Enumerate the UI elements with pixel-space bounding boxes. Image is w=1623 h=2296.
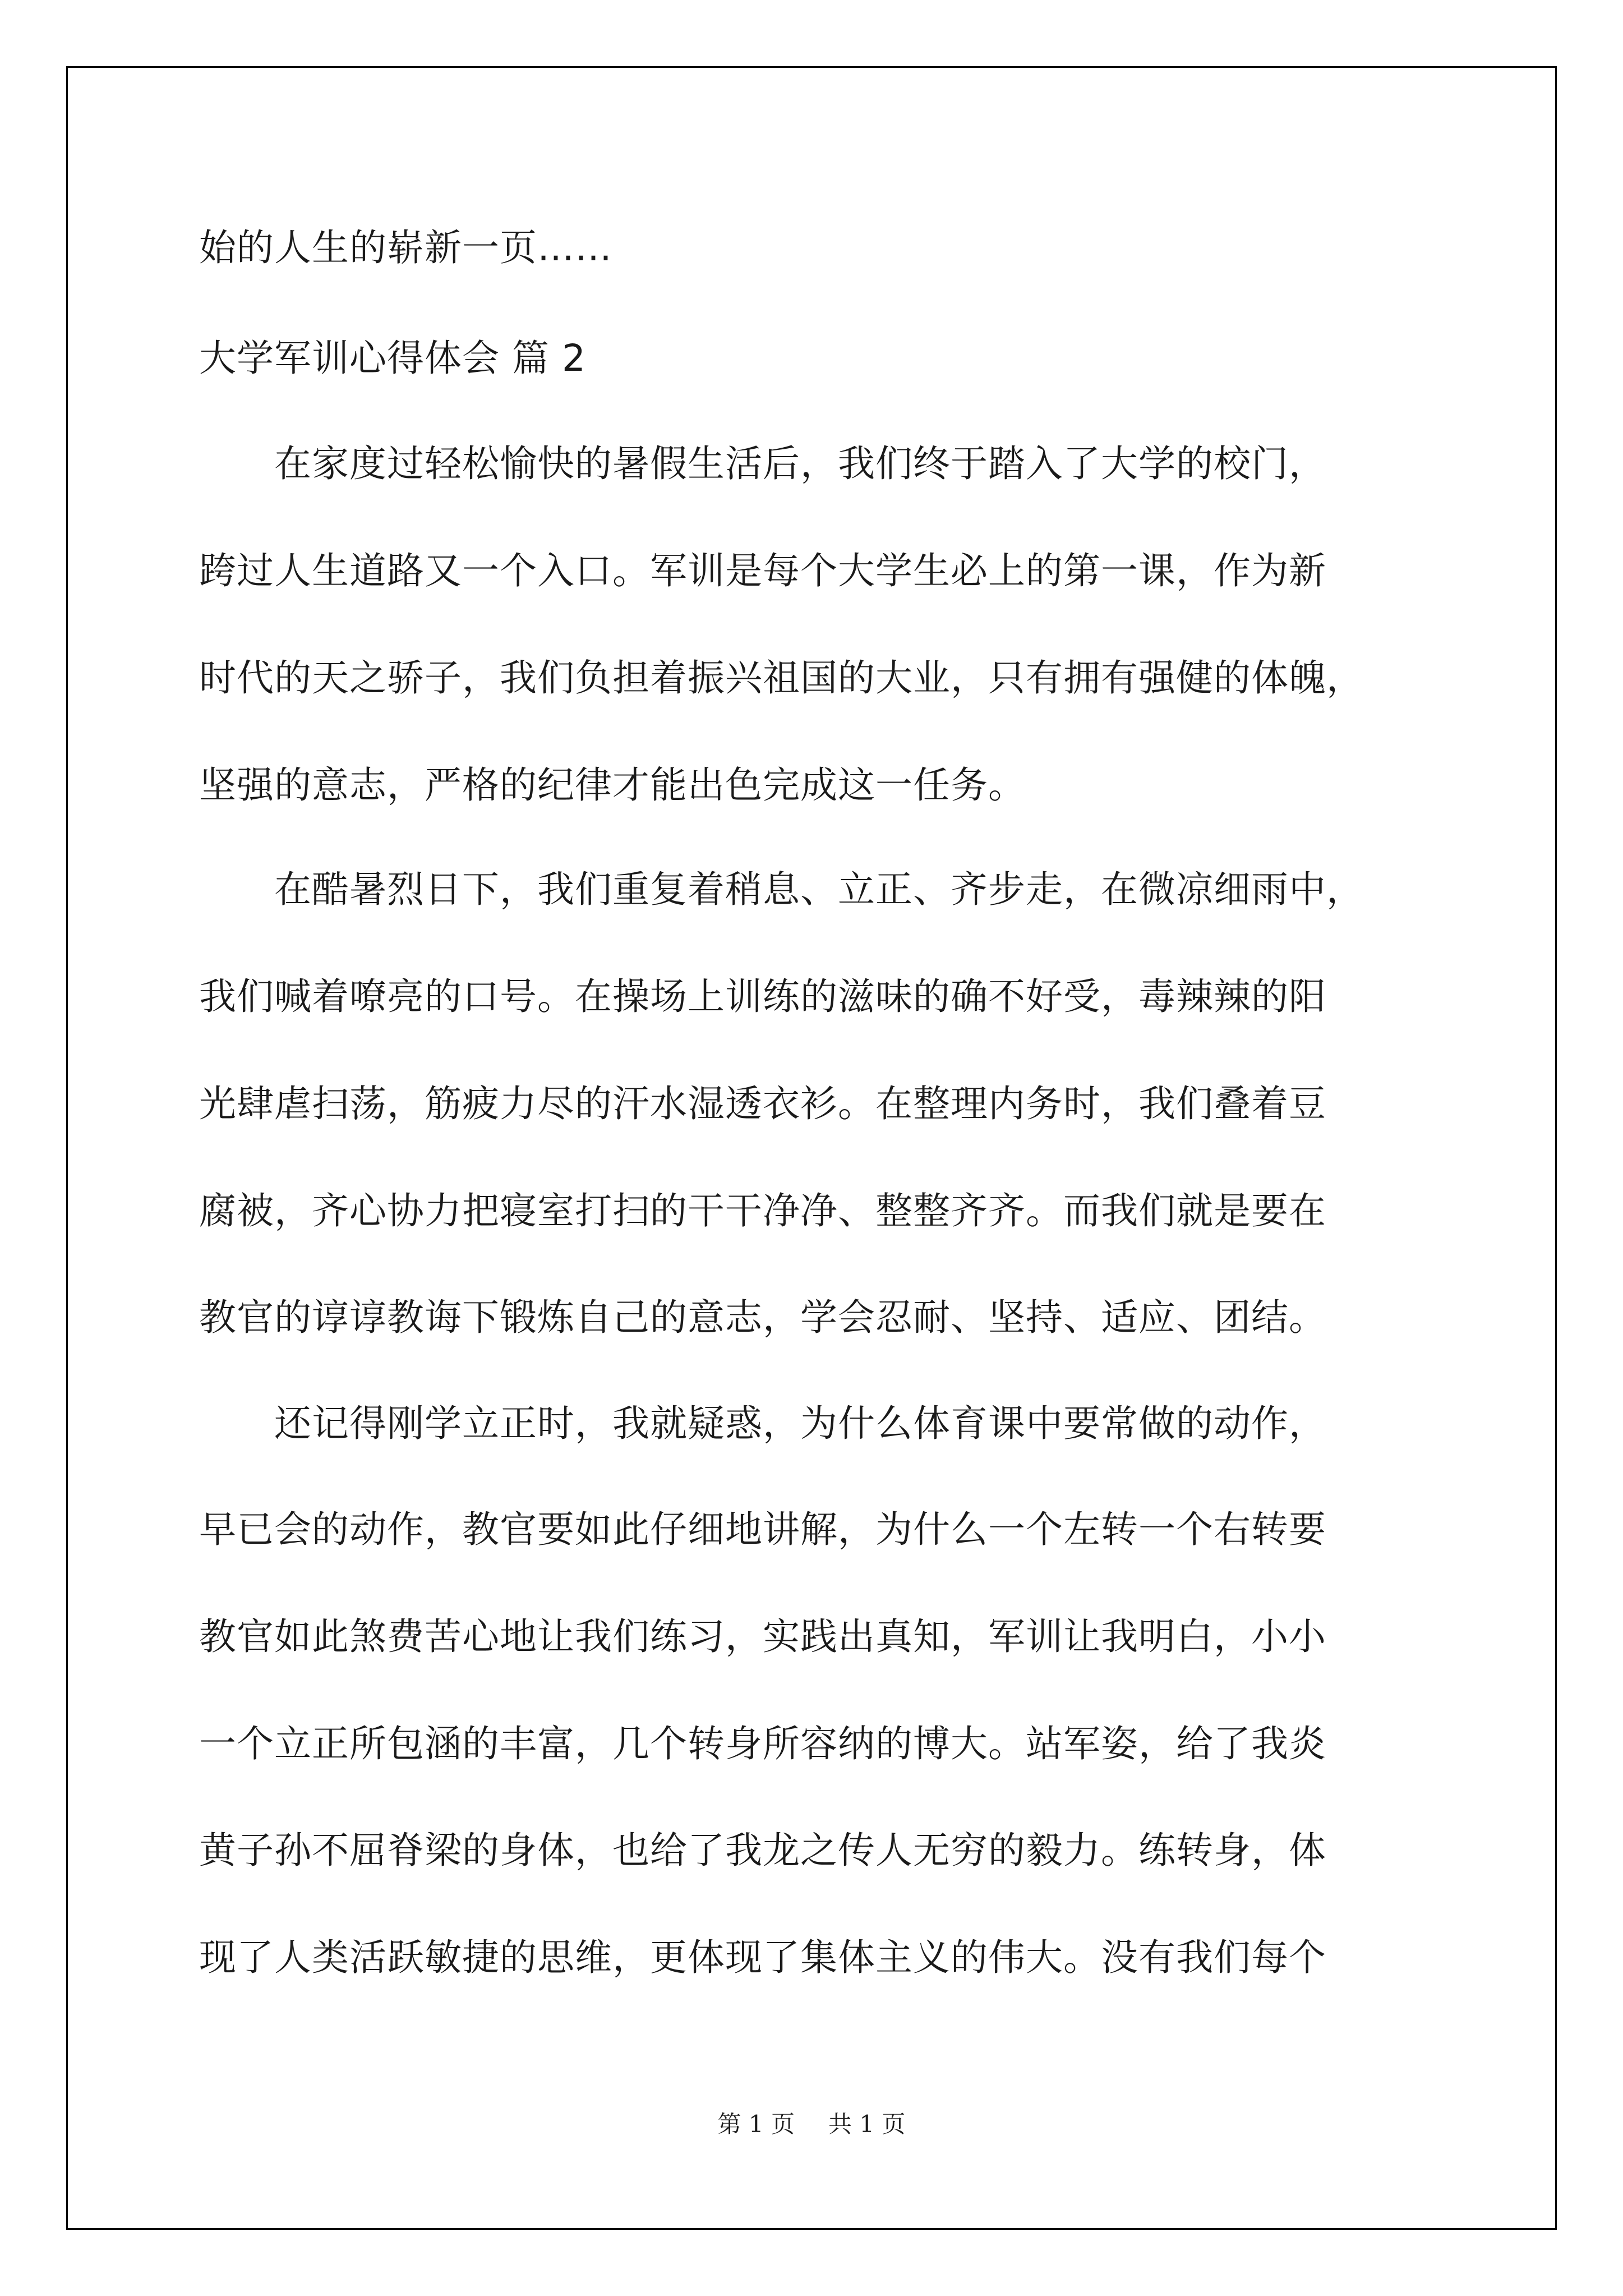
text-line: 教官如此煞费苦心地让我们练习，实践出真知，军训让我明白，小小: [199, 1615, 1326, 1658]
page-border: [66, 66, 1557, 2230]
page-number: 第 1 页: [717, 2110, 795, 2138]
text-line: 在酷暑烈日下，我们重复着稍息、立正、齐步走，在微凉细雨中，: [199, 868, 1364, 911]
text-line: 一个立正所包涵的丰富，几个转身所容纳的博大。站军姿，给了我炎: [199, 1722, 1326, 1765]
text-line: 教官的谆谆教诲下锻炼自己的意志，学会忍耐、坚持、适应、团结。: [199, 1296, 1326, 1339]
text-line: 早已会的动作，教官要如此仔细地讲解，为什么一个左转一个右转要: [199, 1508, 1326, 1551]
text-line: 腐被，齐心协力把寝室打扫的干干净净、整整齐齐。而我们就是要在: [199, 1189, 1326, 1232]
page-footer: [0, 2110, 1623, 2138]
text-line: 现了人类活跃敏捷的思维，更体现了集体主义的伟大。没有我们每个: [199, 1936, 1326, 1979]
text-line: 时代的天之骄子，我们负担着振兴祖国的大业，只有拥有强健的体魄，: [199, 656, 1364, 700]
text-line: 黄子孙不屈脊梁的身体，也给了我龙之传人无穷的毅力。练转身，体: [199, 1829, 1326, 1872]
text-line: 始的人生的崭新一页……: [199, 226, 612, 269]
text-line: 在家度过轻松愉快的暑假生活后，我们终于踏入了大学的校门，: [199, 442, 1326, 485]
page-count: 共 1 页: [828, 2110, 906, 2138]
section-heading: 大学军训心得体会 篇 2: [199, 337, 586, 380]
text-line: 坚强的意志，严格的纪律才能出色完成这一任务。: [199, 763, 1026, 807]
text-line: 还记得刚学立正时，我就疑惑，为什么体育课中要常做的动作，: [199, 1402, 1326, 1445]
text-line: 跨过人生道路又一个入口。军训是每个大学生必上的第一课，作为新: [199, 549, 1326, 592]
text-line: 我们喊着嘹亮的口号。在操场上训练的滋味的确不好受，毒辣辣的阳: [199, 975, 1326, 1018]
text-line: 光肆虐扫荡，筋疲力尽的汗水湿透衣衫。在整理内务时，我们叠着豆: [199, 1082, 1326, 1125]
